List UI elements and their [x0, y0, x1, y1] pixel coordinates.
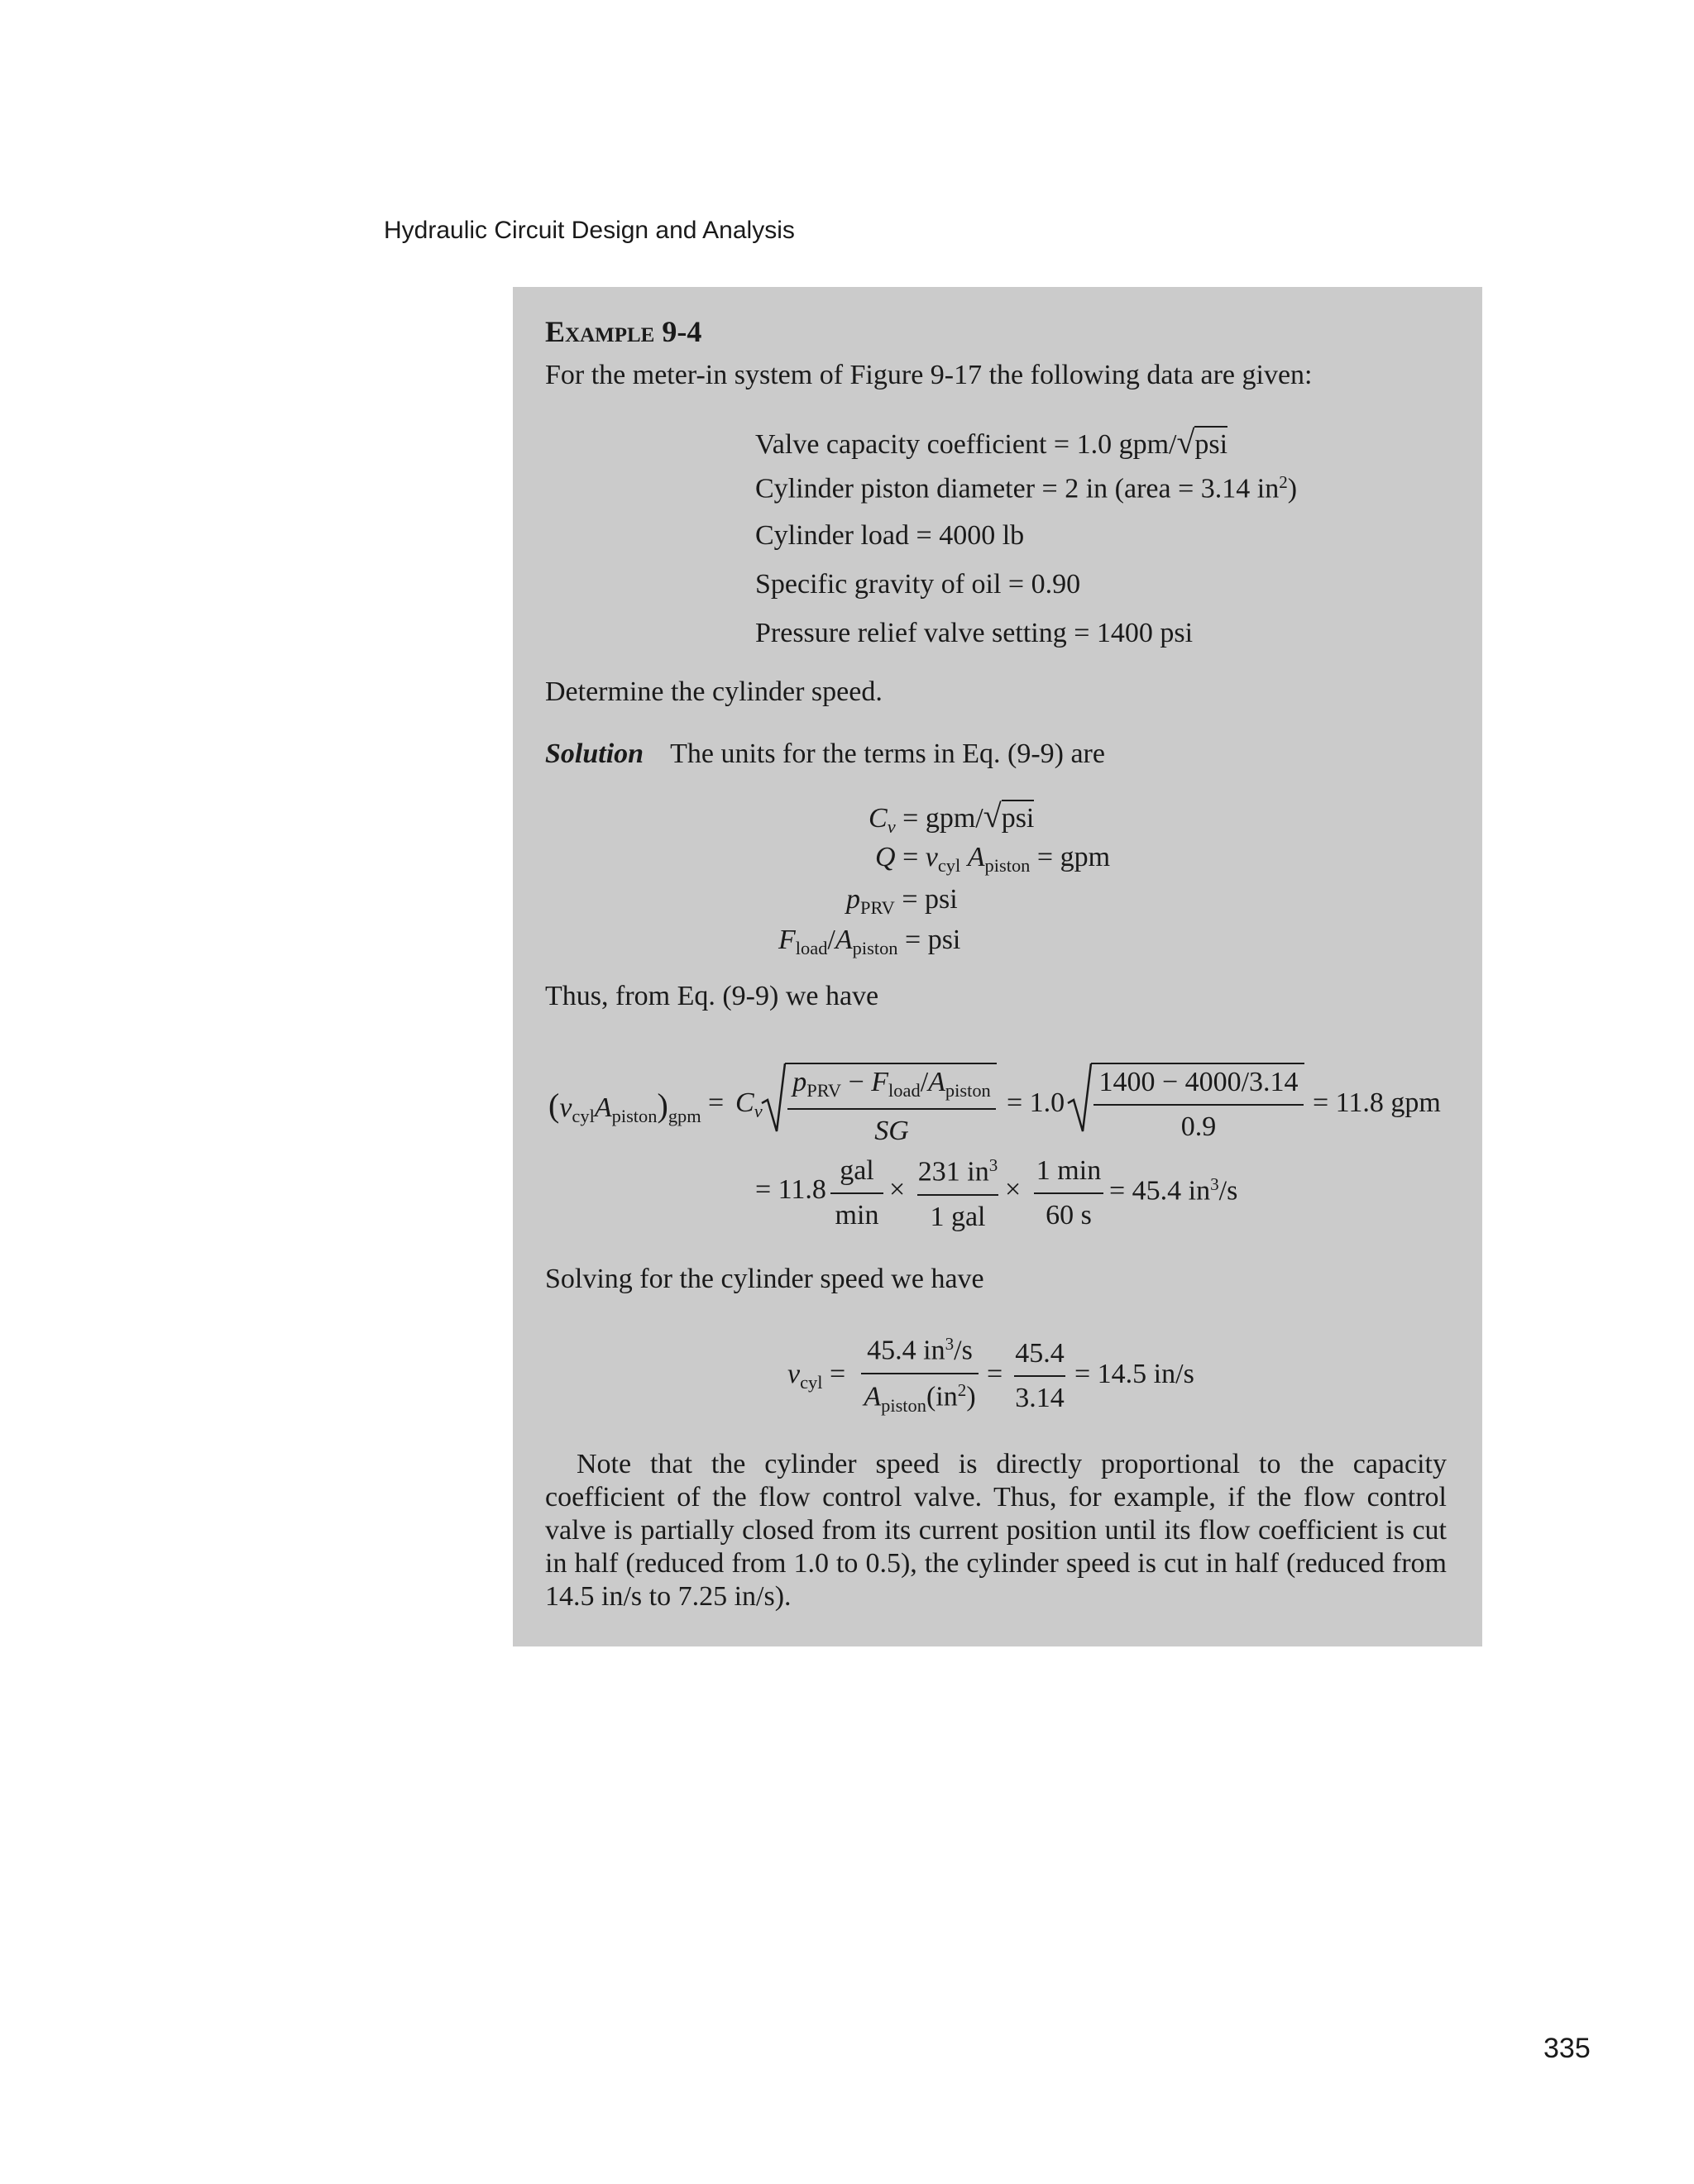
eq1-fraction-1-denominator: SG [874, 1115, 909, 1146]
eq1-result: = 11.8 gpm [1313, 1087, 1441, 1118]
eq2-fraction-2: 231 $in^3$ 1 gal [917, 1155, 998, 1232]
example-number: 9-4 [662, 315, 702, 348]
units-pprv: $p_{PRV}$ = psi [846, 884, 958, 919]
eq1-fraction-2-denominator: 0.9 [1180, 1111, 1217, 1142]
page-number: 335 [1543, 2033, 1591, 2064]
solution-label: Solution [545, 738, 644, 769]
eq1-equals: = [708, 1087, 725, 1118]
eq2-result: = 45.4 $in^3/s$ [1109, 1174, 1238, 1207]
eq1-radical-2 [1066, 1060, 1093, 1135]
eq1-radical-1 [760, 1060, 787, 1135]
eq3-fraction-1: 45.4 $in^3/s$ $A_{piston}(in^2)$ [861, 1336, 979, 1415]
given-radicand: psi [1194, 426, 1227, 460]
units-cv: $C_v = gpm/√psi$ [869, 797, 1035, 838]
units-q: $Q = v_{cyl}$ $A_{piston}$ = gpm [875, 842, 1111, 877]
eq3-fraction-2: 45.4 3.14 [1015, 1338, 1065, 1413]
given-piston-diameter: Cylinder piston diameter = 2 in (area = 3.14 $in^2$) [755, 472, 1298, 504]
eq1-radical-1-overline [785, 1063, 997, 1064]
eq1-radical-2-overline [1091, 1063, 1304, 1064]
note-paragraph: Note that the cylinder speed is directly proportional to the capacity coefficient of the flow control valve. Thus, for example, if the flow control valve is partially closed from its current position until its flow coefficient is cut in half (reduced from 1.0 to 0.5), the cylinder speed is cut in half (reduced from 14.5 in/s to 7.25 in/s). [545, 1449, 1447, 1612]
eq1-fraction-2 [1093, 1068, 1304, 1141]
eq3-result: = 14.5 in/s [1074, 1359, 1194, 1389]
eq1-lhs: $(v_{cyl}A_{piston})_{gpm}$ [548, 1087, 701, 1127]
given-prv-setting: Pressure relief valve setting = 1400 psi [755, 618, 1194, 648]
running-header: Hydraulic Circuit Design and Analysis [384, 217, 795, 244]
eq1-fraction-2-numerator: 1400 − 4000/3.14 [1098, 1067, 1299, 1097]
eq2-times-1: × [889, 1174, 906, 1205]
eq2-times-2: × [1005, 1174, 1022, 1205]
eq2-fraction-3: 1 min 60 s [1034, 1157, 1103, 1230]
eq3-equals: = [987, 1359, 1003, 1389]
given-specific-gravity: Specific gravity of oil = 0.90 [755, 569, 1081, 600]
eq1-fraction-1-numerator: $p_{PRV} - F_{load}/A_{piston}$ [792, 1067, 991, 1102]
solution-line [545, 740, 1105, 768]
question-text: Determine the cylinder speed. [545, 676, 883, 707]
thus-text: Thus, from Eq. (9-9) we have [545, 981, 879, 1011]
eq2-fraction-1: gal min [830, 1157, 883, 1230]
example-heading [545, 317, 701, 346]
eq1-mid: = 1.0 [1007, 1087, 1065, 1118]
solving-text: Solving for the cylinder speed we have [545, 1264, 984, 1294]
example-label: Example [545, 315, 655, 348]
solution-intro: The units for the terms in Eq. (9-9) are [670, 738, 1105, 769]
eq1-cv: $C_v$ [735, 1087, 763, 1122]
given-cylinder-load: Cylinder load = 4000 lb [755, 520, 1025, 551]
eq2-lead: = 11.8 [755, 1174, 826, 1205]
eq3-lhs: $v_{cyl}$ = [787, 1359, 846, 1393]
example-intro: For the meter-in system of Figure 9-17 the following data are given: [545, 360, 1313, 390]
eq1-fraction-1 [787, 1068, 996, 1145]
units-fload: $F_{load}/A_{piston}$ = psi [778, 925, 961, 959]
given-valve-coefficient: Valve capacity coefficient = 1.0 gpm/√psi [755, 423, 1228, 461]
